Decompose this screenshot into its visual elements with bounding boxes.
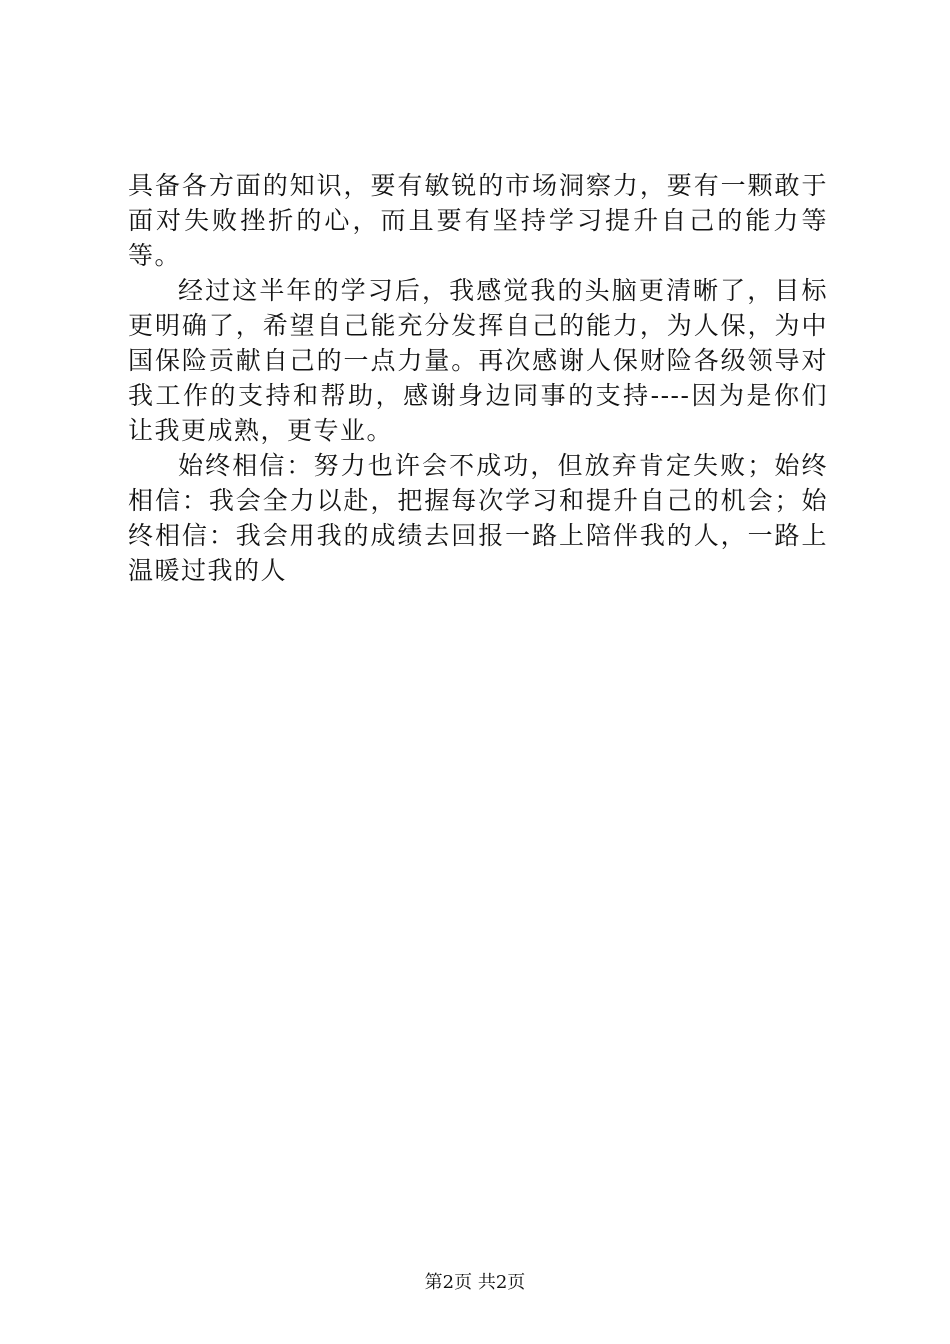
page-number-footer: 第2页 共2页 xyxy=(424,1272,526,1293)
paragraph-continuation: 具备各方面的知识，要有敏锐的市场洞察力，要有一颗敢于面对失败挫折的心，而且要有坚持学习提升自己的能力等等。 xyxy=(128,171,828,270)
paragraph-belief: 始终相信：努力也许会不成功，但放弃肯定失败；始终相信：我会全力以赴，把握每次学习和提升自己的机会；始终相信：我会用我的成绩去回报一路上陪伴我的人，一路上温暖过我的人 xyxy=(128,451,828,585)
paragraph-reflection: 经过这半年的学习后，我感觉我的头脑更清晰了，目标更明确了，希望自己能充分发挥自己的能力，为人保，为中国保险贡献自己的一点力量。再次感谢人保财险各级领导对我工作的支持和帮助，感谢身边同事的支持----因为是你们让我更成熟，更专业。 xyxy=(128,276,828,445)
document-body xyxy=(128,168,828,588)
